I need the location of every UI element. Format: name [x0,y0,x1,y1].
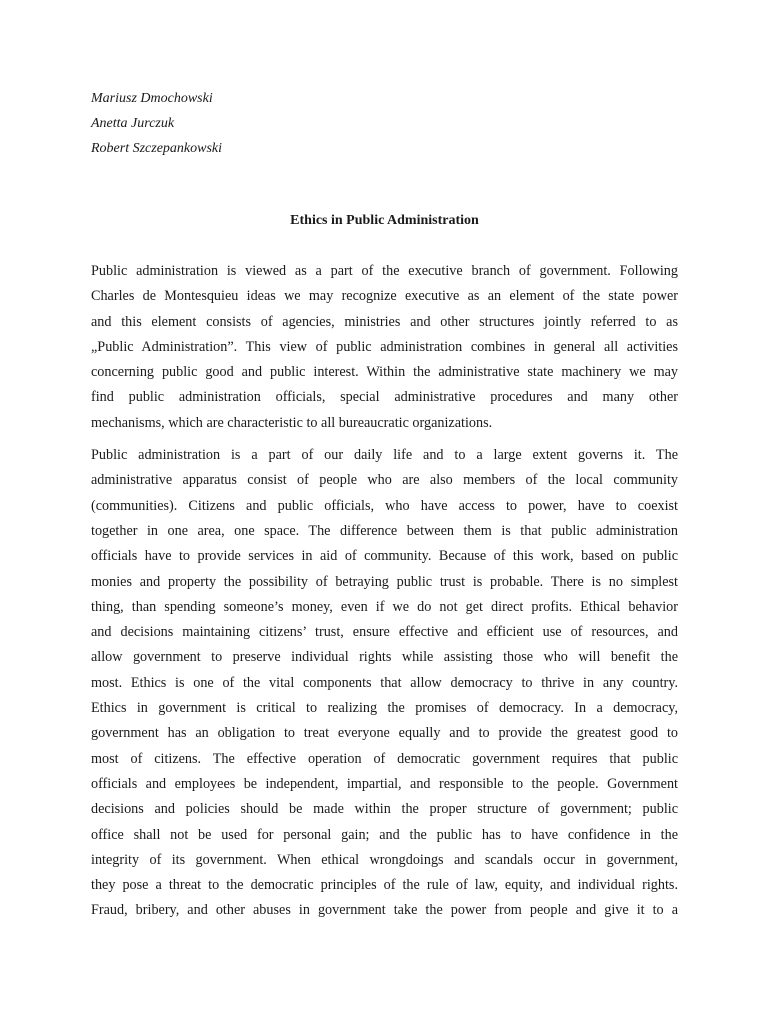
text-line: concerning public good and public interest. Within the administrative state machinery we may [91,364,678,381]
author-name: Anetta Jurczuk [91,116,175,131]
text-line: most. Ethics is one of the vital components that allow democracy to thrive in any country. [91,674,678,691]
author-list [91,86,678,161]
text-line: „Public Administration”. This view of public administration combines in general all activities [91,338,678,355]
text-line: together in one area, one space. The difference between them is that public administration [91,522,678,539]
text-line: they pose a threat to the democratic principles of the rule of law, equity, and individual rights. [91,877,678,894]
text-line: officials and employees be independent, impartial, and responsible to the people. Government [91,775,678,792]
text-line: and decisions maintaining citizens’ trust, ensure effective and efficient use of resources, and [91,624,678,641]
author-name: Mariusz Dmochowski [91,91,213,106]
document-page [91,86,678,919]
text-line: and this element consists of agencies, ministries and other structures jointly referred to as [91,313,678,330]
text-line: Public administration is viewed as a part of the executive branch of government. Following [91,263,678,279]
text-line: integrity of its government. When ethical wrongdoings and scandals occur in government, [91,851,678,868]
text-line: thing, than spending someone’s money, even if we do not get direct profits. Ethical behavior [91,598,678,615]
text-line: find public administration officials, special administrative procedures and many other [91,389,678,406]
text-line: administrative apparatus consist of people who are also members of the local community [91,472,678,489]
author-name: Robert Szczepankowski [91,141,223,156]
text-line: Public administration is a part of our daily life and to a large extent governs it. The [91,447,678,464]
paragraph-2 [91,443,678,924]
text-line: Ethics in government is critical to realizing the promises of democracy. In a democracy, [91,700,678,717]
text-line: Charles de Montesquieu ideas we may recognize executive as an element of the state power [91,288,678,305]
text-line: decisions and policies should be made within the proper structure of government; public [91,801,678,818]
text-line: allow government to preserve individual rights while assisting those who will benefit the [91,649,678,666]
text-line: Fraud, bribery, and other abuses in government take the power from people and give it to a [91,902,678,919]
text-line: monies and property the possibility of betraying public trust is probable. There is no simplest [91,573,678,590]
paragraph-1 [91,259,678,436]
body-text [91,259,678,931]
text-line: government has an obligation to treat everyone equally and to provide the greatest good to [91,725,678,742]
text-line: mechanisms, which are characteristic to all bureaucratic organizations. [91,414,493,431]
text-line: (communities). Citizens and public officials, who have access to power, have to coexist [91,497,678,514]
paper-title: Ethics in Public Administration [290,213,479,228]
text-line: most of citizens. The effective operation of democratic government requires that public [91,750,678,767]
text-line: officials have to provide services in aid of community. Because of this work, based on public [91,548,678,565]
text-line: office shall not be used for personal gain; and the public has to have confidence in the [91,826,678,843]
